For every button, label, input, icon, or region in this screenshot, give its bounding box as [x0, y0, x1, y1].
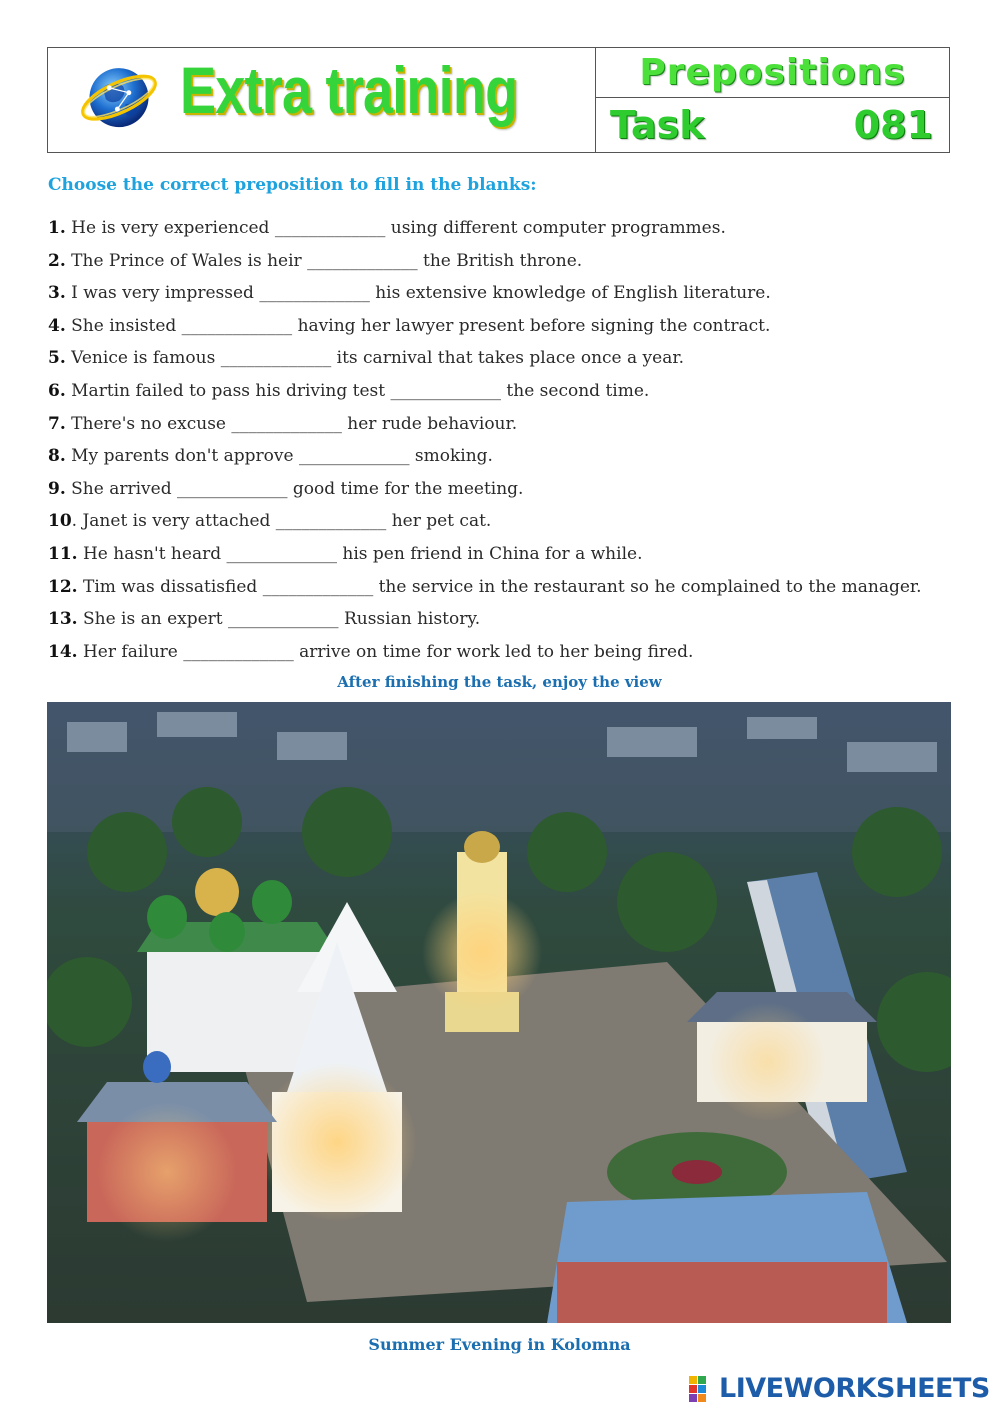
question-text-after: its carnival that takes place once a year.: [331, 348, 685, 369]
question-number: 14.: [48, 641, 78, 662]
brand-banner: [48, 48, 596, 152]
question-text-before: The Prince of Wales is heir: [65, 250, 308, 271]
photo-caption: Summer Evening in Kolomna: [368, 1335, 631, 1354]
question-text-before: She insisted: [65, 315, 182, 336]
question-number: 13.: [48, 609, 78, 630]
question-item: [48, 310, 958, 343]
answer-blank[interactable]: _____________: [307, 250, 418, 271]
question-number: 5.: [48, 348, 66, 369]
answer-blank[interactable]: _____________: [220, 348, 332, 369]
answer-blank[interactable]: _____________: [183, 641, 294, 662]
question-text-before: She is an expert: [77, 609, 229, 630]
answer-blank[interactable]: _____________: [390, 380, 502, 401]
question-number: 4.: [48, 315, 66, 336]
liveworksheets-logo-icon: [689, 1376, 715, 1402]
question-text-before: My parents don't approve: [65, 446, 299, 467]
question-item: [48, 473, 958, 506]
question-number: 2.: [48, 250, 66, 271]
question-number: 8.: [48, 446, 66, 467]
question-text-after: her pet cat.: [386, 511, 492, 532]
answer-blank[interactable]: _____________: [299, 446, 410, 467]
question-item: [48, 245, 958, 278]
question-text-before: She arrived: [65, 478, 177, 499]
after-task-note: After finishing the task, enjoy the view: [337, 673, 662, 691]
answer-blank[interactable]: _____________: [228, 609, 339, 630]
question-item: [48, 277, 958, 310]
question-number: 6.: [48, 380, 66, 401]
question-text-after: arrive on time for work led to her being fired.: [293, 641, 694, 662]
task-meta: [596, 48, 949, 152]
question-text-after: his extensive knowledge of English literature.: [369, 283, 771, 304]
topic-title: Prepositions: [596, 48, 949, 98]
question-text-before: He hasn't heard: [77, 543, 227, 564]
question-text-after: using different computer programmes.: [385, 218, 726, 238]
question-text-before: He is very experienced: [65, 218, 275, 238]
question-item: [48, 212, 958, 245]
answer-blank[interactable]: _____________: [177, 478, 288, 499]
question-item: [48, 571, 958, 604]
question-text-before: Venice is famous: [65, 348, 221, 369]
question-text-after: the second time.: [501, 380, 650, 401]
answer-blank[interactable]: _____________: [259, 283, 370, 304]
brand-title: Extra training: [180, 53, 518, 127]
question-text-after: her rude behaviour.: [341, 413, 518, 434]
question-item: [48, 375, 958, 408]
question-text-after: the British throne.: [417, 250, 583, 271]
liveworksheets-watermark: [689, 1373, 990, 1404]
question-text-before: I was very impressed: [65, 283, 260, 304]
kolomna-photo: [47, 702, 951, 1323]
question-item: [48, 342, 958, 375]
answer-blank[interactable]: _____________: [275, 511, 387, 532]
question-item: [48, 440, 958, 473]
answer-blank[interactable]: _____________: [262, 576, 374, 597]
question-item: [48, 408, 958, 441]
question-number: 3.: [48, 283, 66, 304]
watermark-text: LIVEWORKSHEETS: [719, 1373, 990, 1404]
worksheet-header: [47, 47, 950, 153]
question-text-before: There's no excuse: [65, 413, 232, 434]
answer-blank[interactable]: _____________: [226, 543, 337, 564]
question-text-after: Russian history.: [338, 609, 481, 630]
question-text-before: Tim was dissatisfied: [77, 576, 263, 597]
question-text-after: smoking.: [409, 446, 493, 467]
question-list: [48, 212, 958, 668]
task-row: [596, 98, 949, 152]
question-text-after: good time for the meeting.: [287, 478, 524, 499]
answer-blank[interactable]: _____________: [231, 413, 342, 434]
answer-blank[interactable]: _____________: [181, 315, 293, 336]
question-item: [48, 603, 958, 636]
task-number: 081: [853, 103, 933, 147]
question-text-after: his pen friend in China for a while.: [337, 543, 643, 564]
question-item: [48, 636, 958, 669]
globe-icon: [78, 55, 160, 137]
question-text-after: the service in the restaurant so he complained to the manager.: [373, 576, 922, 597]
task-label: Task: [610, 103, 705, 147]
question-number: 1.: [48, 218, 66, 238]
question-number: 9.: [48, 478, 66, 499]
question-text-before: . Janet is very attached: [71, 511, 276, 532]
question-item: [48, 505, 958, 538]
question-text-after: having her lawyer present before signing the contract.: [292, 315, 771, 336]
question-number: 12.: [48, 576, 78, 597]
answer-blank[interactable]: _____________: [274, 218, 386, 238]
instruction-text: Choose the correct preposition to fill in the blanks:: [48, 175, 537, 195]
question-text-before: Her failure: [77, 641, 184, 662]
question-number: 11.: [48, 543, 78, 564]
question-number: 7.: [48, 413, 66, 434]
question-item: [48, 538, 958, 571]
question-number: 10: [48, 511, 72, 532]
question-text-before: Martin failed to pass his driving test: [65, 380, 391, 401]
